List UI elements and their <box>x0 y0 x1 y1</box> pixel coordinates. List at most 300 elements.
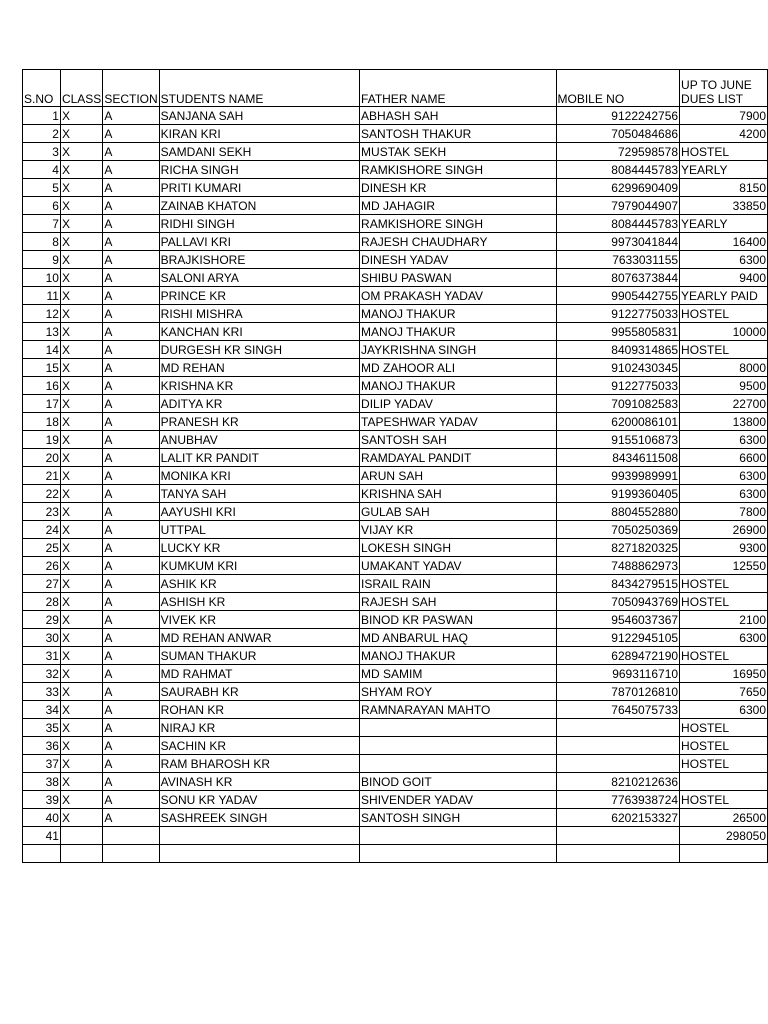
student-name-cell: MD REHAN <box>159 359 359 377</box>
mobile-cell: 7870126810 <box>556 683 680 701</box>
dues-cell: HOSTEL <box>680 593 768 611</box>
father-name-cell: RAMKISHORE SINGH <box>360 161 556 179</box>
class-cell: X <box>60 593 102 611</box>
student-name-cell: NIRAJ KR <box>159 719 359 737</box>
student-name-cell: KUMKUM KRI <box>159 557 359 575</box>
class-cell: X <box>60 359 102 377</box>
table-row <box>23 413 768 431</box>
student-name-cell: PALLAVI KRI <box>159 233 359 251</box>
dues-cell: 7800 <box>680 503 768 521</box>
student-name-cell: DURGESH KR SINGH <box>159 341 359 359</box>
father-name-cell: ISRAIL RAIN <box>360 575 556 593</box>
father-name-cell: MD SAMIM <box>360 665 556 683</box>
class-cell: X <box>60 557 102 575</box>
father-name-cell: VIJAY KR <box>360 521 556 539</box>
table-row <box>23 827 768 845</box>
sno-cell: 16 <box>23 377 61 395</box>
sno-cell: 34 <box>23 701 61 719</box>
father-name-cell <box>360 719 556 737</box>
table-row <box>23 539 768 557</box>
sno-cell: 8 <box>23 233 61 251</box>
class-cell: X <box>60 161 102 179</box>
class-cell: X <box>60 449 102 467</box>
section-cell: A <box>103 467 159 485</box>
father-name-cell: SHIBU PASWAN <box>360 269 556 287</box>
dues-cell: HOSTEL <box>680 755 768 773</box>
class-cell: X <box>60 251 102 269</box>
class-cell: X <box>60 701 102 719</box>
table-row <box>23 179 768 197</box>
father-name-cell: KRISHNA SAH <box>360 485 556 503</box>
mobile-cell <box>556 755 680 773</box>
sno-cell: 4 <box>23 161 61 179</box>
table-row <box>23 557 768 575</box>
student-name-cell: VIVEK KR <box>159 611 359 629</box>
mobile-cell: 8271820325 <box>556 539 680 557</box>
dues-cell: 6300 <box>680 701 768 719</box>
mobile-cell <box>556 737 680 755</box>
section-cell: A <box>103 179 159 197</box>
empty-row <box>23 845 768 863</box>
father-name-cell: BINOD GOIT <box>360 773 556 791</box>
section-cell: A <box>103 197 159 215</box>
father-name-cell: OM PRAKASH YADAV <box>360 287 556 305</box>
father-name-cell: MD ZAHOOR ALI <box>360 359 556 377</box>
table-row <box>23 215 768 233</box>
section-cell: A <box>103 665 159 683</box>
mobile-cell: 8409314865 <box>556 341 680 359</box>
dues-cell: HOSTEL <box>680 143 768 161</box>
section-cell: A <box>103 413 159 431</box>
table-row <box>23 719 768 737</box>
class-cell: X <box>60 287 102 305</box>
dues-cell: 9400 <box>680 269 768 287</box>
student-name-cell: MD RAHMAT <box>159 665 359 683</box>
class-cell: X <box>60 125 102 143</box>
class-cell: X <box>60 755 102 773</box>
sno-cell: 12 <box>23 305 61 323</box>
section-cell: A <box>103 755 159 773</box>
mobile-cell: 9546037367 <box>556 611 680 629</box>
table-row <box>23 683 768 701</box>
mobile-cell: 9122775033 <box>556 305 680 323</box>
sno-cell: 40 <box>23 809 61 827</box>
sno-cell: 37 <box>23 755 61 773</box>
table-row <box>23 773 768 791</box>
dues-cell: 6300 <box>680 251 768 269</box>
father-name-cell: LOKESH SINGH <box>360 539 556 557</box>
mobile-cell: 9199360405 <box>556 485 680 503</box>
sno-header: S.NO <box>23 70 61 107</box>
mobile-cell: 8434279515 <box>556 575 680 593</box>
sno-cell: 15 <box>23 359 61 377</box>
sno-cell: 1 <box>23 107 61 125</box>
student-name-cell <box>159 827 359 845</box>
class-cell: X <box>60 413 102 431</box>
table-row <box>23 629 768 647</box>
student-name-cell: SALONI ARYA <box>159 269 359 287</box>
dues-cell: 6300 <box>680 467 768 485</box>
father-name-cell: DINESH KR <box>360 179 556 197</box>
header-row <box>23 70 768 107</box>
class-cell: X <box>60 647 102 665</box>
table-row <box>23 107 768 125</box>
class-cell: X <box>60 305 102 323</box>
dues-cell: 26500 <box>680 809 768 827</box>
section-cell: A <box>103 791 159 809</box>
empty-cell <box>103 845 159 863</box>
class-cell: X <box>60 107 102 125</box>
dues-cell: 8000 <box>680 359 768 377</box>
section-cell: A <box>103 395 159 413</box>
dues-cell: 6300 <box>680 431 768 449</box>
section-cell: A <box>103 233 159 251</box>
class-cell: X <box>60 575 102 593</box>
student-name-cell: PRITI KUMARI <box>159 179 359 197</box>
mobile-cell: 8084445783 <box>556 215 680 233</box>
father-name-cell: SANTOSH THAKUR <box>360 125 556 143</box>
father-name-cell: MUSTAK SEKH <box>360 143 556 161</box>
section-cell: A <box>103 773 159 791</box>
table-row <box>23 431 768 449</box>
sno-cell: 22 <box>23 485 61 503</box>
section-cell: A <box>103 215 159 233</box>
sno-cell: 36 <box>23 737 61 755</box>
sno-cell: 30 <box>23 629 61 647</box>
sno-cell: 32 <box>23 665 61 683</box>
father-name-cell: ABHASH SAH <box>360 107 556 125</box>
mobile-cell: 9155106873 <box>556 431 680 449</box>
section-cell: A <box>103 611 159 629</box>
dues-cell: HOSTEL <box>680 647 768 665</box>
mobile-cell: 8210212636 <box>556 773 680 791</box>
father-name-cell: DILIP YADAV <box>360 395 556 413</box>
father-name-cell <box>360 737 556 755</box>
dues-cell: 8150 <box>680 179 768 197</box>
student-name-cell: LALIT KR PANDIT <box>159 449 359 467</box>
father-name-cell <box>360 755 556 773</box>
father-name-cell: RAMDAYAL PANDIT <box>360 449 556 467</box>
empty-cell <box>360 845 556 863</box>
sno-cell: 21 <box>23 467 61 485</box>
mobile-cell: 729598578 <box>556 143 680 161</box>
class-cell: X <box>60 521 102 539</box>
mobile-cell: 7633031155 <box>556 251 680 269</box>
sno-cell: 7 <box>23 215 61 233</box>
section-cell: A <box>103 287 159 305</box>
table-row <box>23 251 768 269</box>
table-row <box>23 233 768 251</box>
father-name-cell: SHIVENDER YADAV <box>360 791 556 809</box>
table-row <box>23 161 768 179</box>
table-row <box>23 287 768 305</box>
table-row <box>23 737 768 755</box>
student-name-cell: AVINASH KR <box>159 773 359 791</box>
table-row <box>23 503 768 521</box>
father-name-cell: DINESH YADAV <box>360 251 556 269</box>
sno-cell: 23 <box>23 503 61 521</box>
mobile-cell <box>556 827 680 845</box>
sno-cell: 17 <box>23 395 61 413</box>
father-name-cell: UMAKANT YADAV <box>360 557 556 575</box>
table-row <box>23 593 768 611</box>
student-name-cell: ANUBHAV <box>159 431 359 449</box>
student-name-cell: RAM BHAROSH KR <box>159 755 359 773</box>
section-cell: A <box>103 431 159 449</box>
father-name-cell: BINOD KR PASWAN <box>360 611 556 629</box>
mobile-cell: 7050484686 <box>556 125 680 143</box>
section-cell: A <box>103 485 159 503</box>
mobile-cell: 9955805831 <box>556 323 680 341</box>
father-name-cell: RAMNARAYAN MAHTO <box>360 701 556 719</box>
table-row <box>23 269 768 287</box>
class-cell: X <box>60 431 102 449</box>
mobile-cell: 7645075733 <box>556 701 680 719</box>
dues-cell: 16950 <box>680 665 768 683</box>
sno-cell: 11 <box>23 287 61 305</box>
dues-cell: HOSTEL <box>680 737 768 755</box>
dues-cell: 7650 <box>680 683 768 701</box>
class-cell: X <box>60 395 102 413</box>
class-cell: X <box>60 143 102 161</box>
mobile-cell: 9973041844 <box>556 233 680 251</box>
section-cell: A <box>103 647 159 665</box>
section-cell: A <box>103 701 159 719</box>
section-cell: A <box>103 341 159 359</box>
table-row <box>23 647 768 665</box>
sno-cell: 6 <box>23 197 61 215</box>
table-row <box>23 359 768 377</box>
dues-header-line2: DUES LIST <box>681 92 744 106</box>
dues-cell: 9500 <box>680 377 768 395</box>
father-name-cell: RAMKISHORE SINGH <box>360 215 556 233</box>
sno-cell: 10 <box>23 269 61 287</box>
student-name-cell: UTTPAL <box>159 521 359 539</box>
sno-cell: 26 <box>23 557 61 575</box>
student-name-cell: ZAINAB KHATON <box>159 197 359 215</box>
dues-cell <box>680 773 768 791</box>
mobile-cell: 7488862973 <box>556 557 680 575</box>
dues-cell: 6300 <box>680 485 768 503</box>
section-cell: A <box>103 575 159 593</box>
section-cell: A <box>103 521 159 539</box>
dues-cell: HOSTEL <box>680 341 768 359</box>
mobile-cell: 7091082583 <box>556 395 680 413</box>
mobile-cell <box>556 719 680 737</box>
class-cell: X <box>60 179 102 197</box>
section-cell: A <box>103 809 159 827</box>
table-row <box>23 575 768 593</box>
class-cell: X <box>60 683 102 701</box>
mobile-cell: 9905442755 <box>556 287 680 305</box>
father-name-cell: SANTOSH SAH <box>360 431 556 449</box>
dues-cell: 13800 <box>680 413 768 431</box>
father-name-cell: SHYAM ROY <box>360 683 556 701</box>
class-cell: X <box>60 809 102 827</box>
father-name-cell: RAJESH CHAUDHARY <box>360 233 556 251</box>
dues-cell: 6600 <box>680 449 768 467</box>
mobile-cell: 7763938724 <box>556 791 680 809</box>
student-name-cell: PRANESH KR <box>159 413 359 431</box>
empty-cell <box>556 845 680 863</box>
class-header: CLASS <box>60 70 102 107</box>
sno-cell: 28 <box>23 593 61 611</box>
section-cell: A <box>103 629 159 647</box>
table-row <box>23 305 768 323</box>
mobile-cell: 6200086101 <box>556 413 680 431</box>
class-cell: X <box>60 665 102 683</box>
section-cell: A <box>103 377 159 395</box>
sno-cell: 27 <box>23 575 61 593</box>
student-name-cell: TANYA SAH <box>159 485 359 503</box>
mobile-cell: 6202153327 <box>556 809 680 827</box>
mobile-cell: 6299690409 <box>556 179 680 197</box>
student-name-cell: PRINCE KR <box>159 287 359 305</box>
section-cell: A <box>103 737 159 755</box>
class-cell: X <box>60 719 102 737</box>
empty-cell <box>23 845 61 863</box>
sno-cell: 39 <box>23 791 61 809</box>
class-cell: X <box>60 791 102 809</box>
student-name-cell: KRISHNA KR <box>159 377 359 395</box>
student-name-cell: MONIKA KRI <box>159 467 359 485</box>
class-cell: X <box>60 485 102 503</box>
father-name-cell: JAYKRISHNA SINGH <box>360 341 556 359</box>
sno-cell: 5 <box>23 179 61 197</box>
dues-cell: 9300 <box>680 539 768 557</box>
class-cell: X <box>60 215 102 233</box>
section-header: SECTION <box>103 70 159 107</box>
section-cell: A <box>103 107 159 125</box>
class-cell: X <box>60 269 102 287</box>
student-name-cell: SAMDANI SEKH <box>159 143 359 161</box>
section-cell: A <box>103 683 159 701</box>
student-name-cell: SANJANA SAH <box>159 107 359 125</box>
table-row <box>23 341 768 359</box>
section-cell: A <box>103 269 159 287</box>
student-name-cell: SACHIN KR <box>159 737 359 755</box>
father-name-cell: MANOJ THAKUR <box>360 647 556 665</box>
mobile-cell: 8434611508 <box>556 449 680 467</box>
student-name-cell: ROHAN KR <box>159 701 359 719</box>
father-name-cell <box>360 827 556 845</box>
father-name-cell: GULAB SAH <box>360 503 556 521</box>
student-name-cell: ADITYA KR <box>159 395 359 413</box>
student-name-cell: SUMAN THAKUR <box>159 647 359 665</box>
section-cell: A <box>103 143 159 161</box>
mobile-cell: 8076373844 <box>556 269 680 287</box>
student-name-cell: SONU KR YADAV <box>159 791 359 809</box>
table-row <box>23 701 768 719</box>
sno-cell: 14 <box>23 341 61 359</box>
sno-cell: 38 <box>23 773 61 791</box>
section-cell: A <box>103 251 159 269</box>
father-name-cell: MANOJ THAKUR <box>360 323 556 341</box>
table-row <box>23 485 768 503</box>
class-cell: X <box>60 629 102 647</box>
dues-header-line1: UP TO JUNE <box>681 78 752 92</box>
class-cell: X <box>60 773 102 791</box>
mobile-cell: 9939989991 <box>556 467 680 485</box>
dues-cell: YEARLY PAID <box>680 287 768 305</box>
dues-cell: 6300 <box>680 629 768 647</box>
sno-cell: 2 <box>23 125 61 143</box>
student-name-header: STUDENTS NAME <box>159 70 359 107</box>
sno-cell: 29 <box>23 611 61 629</box>
mobile-cell: 9102430345 <box>556 359 680 377</box>
sno-cell: 24 <box>23 521 61 539</box>
father-name-cell: MD ANBARUL HAQ <box>360 629 556 647</box>
dues-cell: HOSTEL <box>680 791 768 809</box>
sno-cell: 31 <box>23 647 61 665</box>
mobile-cell: 9122945105 <box>556 629 680 647</box>
table-row <box>23 611 768 629</box>
section-cell: A <box>103 359 159 377</box>
dues-cell: HOSTEL <box>680 719 768 737</box>
section-cell: A <box>103 539 159 557</box>
empty-cell <box>680 845 768 863</box>
table-row <box>23 665 768 683</box>
class-cell: X <box>60 611 102 629</box>
section-cell: A <box>103 323 159 341</box>
student-name-cell: RICHA SINGH <box>159 161 359 179</box>
dues-cell: 298050 <box>680 827 768 845</box>
father-name-cell: MD JAHAGIR <box>360 197 556 215</box>
dues-cell: 26900 <box>680 521 768 539</box>
class-cell: X <box>60 539 102 557</box>
student-name-cell: SASHREEK SINGH <box>159 809 359 827</box>
mobile-cell: 7979044907 <box>556 197 680 215</box>
section-cell: A <box>103 719 159 737</box>
table-row <box>23 323 768 341</box>
sno-cell: 13 <box>23 323 61 341</box>
class-cell: X <box>60 503 102 521</box>
section-cell: A <box>103 593 159 611</box>
student-name-cell: RISHI MISHRA <box>159 305 359 323</box>
father-name-cell: RAJESH SAH <box>360 593 556 611</box>
sno-cell: 25 <box>23 539 61 557</box>
dues-header <box>680 70 768 107</box>
student-name-cell: AAYUSHI KRI <box>159 503 359 521</box>
mobile-cell: 9122775033 <box>556 377 680 395</box>
dues-cell: 2100 <box>680 611 768 629</box>
father-name-header: FATHER NAME <box>360 70 556 107</box>
mobile-cell: 6289472190 <box>556 647 680 665</box>
student-name-cell: MD REHAN ANWAR <box>159 629 359 647</box>
mobile-cell: 9693116710 <box>556 665 680 683</box>
sno-cell: 19 <box>23 431 61 449</box>
dues-cell: YEARLY <box>680 215 768 233</box>
table-row <box>23 809 768 827</box>
section-cell: A <box>103 125 159 143</box>
section-cell: A <box>103 449 159 467</box>
table-row <box>23 143 768 161</box>
mobile-header: MOBILE NO <box>556 70 680 107</box>
father-name-cell: MANOJ THAKUR <box>360 377 556 395</box>
sno-cell: 35 <box>23 719 61 737</box>
dues-table <box>22 69 768 863</box>
section-cell: A <box>103 305 159 323</box>
class-cell: X <box>60 323 102 341</box>
table-row <box>23 377 768 395</box>
dues-cell: 22700 <box>680 395 768 413</box>
sno-cell: 33 <box>23 683 61 701</box>
student-name-cell: LUCKY KR <box>159 539 359 557</box>
mobile-cell: 8084445783 <box>556 161 680 179</box>
class-cell: X <box>60 341 102 359</box>
dues-cell: 12550 <box>680 557 768 575</box>
father-name-cell: MANOJ THAKUR <box>360 305 556 323</box>
